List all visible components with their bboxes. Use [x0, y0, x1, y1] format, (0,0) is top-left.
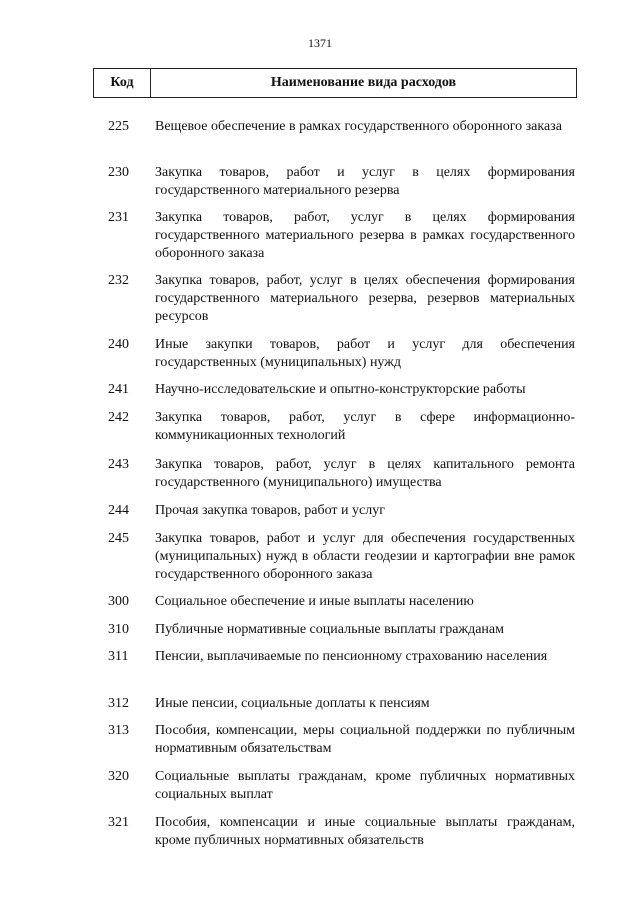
row-text: Иные закупки товаров, работ и услуг для обеспечения государственных (муниципальных) нужд	[155, 337, 575, 370]
row-text: Закупка товаров, работ, услуг в целях капитального ремонта государственного (муниципального) имущества	[155, 457, 575, 490]
row-code: 310	[108, 622, 129, 637]
row-text: Закупка товаров, работ и услуг в целях формирования государственного материального резерва	[155, 165, 575, 198]
row-code: 240	[108, 337, 129, 352]
row-code: 225	[108, 119, 129, 134]
row-code: 241	[108, 382, 129, 397]
row-code: 231	[108, 210, 129, 225]
row-text: Публичные нормативные социальные выплаты гражданам	[155, 622, 504, 637]
row-text: Научно-исследовательские и опытно-конструкторские работы	[155, 382, 526, 397]
row-code: 311	[108, 649, 129, 664]
row-text: Вещевое обеспечение в рамках государственного оборонного заказа	[155, 119, 562, 134]
row-code: 312	[108, 696, 129, 711]
row-text: Закупка товаров, работ, услуг в целях формирования государственного материального резерва в рамках государственного оборонного заказа	[155, 210, 575, 261]
row-code: 300	[108, 594, 129, 609]
row-code: 313	[108, 723, 129, 738]
row-code: 321	[108, 815, 129, 830]
page-number: 1371	[308, 36, 332, 50]
row-code: 242	[108, 410, 129, 425]
table-header	[93, 68, 577, 98]
row-text: Социальное обеспечение и иные выплаты населению	[155, 594, 474, 609]
row-text: Закупка товаров, работ и услуг для обеспечения государственных (муниципальных) нужд в области геодезии и картографии вне рамок государственного оборонного заказа	[155, 531, 575, 582]
header-name: Наименование вида расходов	[270, 75, 457, 90]
header-code: Код	[94, 69, 151, 97]
row-text: Социальные выплаты гражданам, кроме публичных нормативных социальных выплат	[155, 769, 575, 802]
row-code: 320	[108, 769, 129, 784]
row-code: 244	[108, 503, 129, 518]
row-code: 230	[108, 165, 129, 180]
row-code: 232	[108, 273, 129, 288]
row-text: Иные пенсии, социальные доплаты к пенсиям	[155, 696, 430, 711]
row-text: Прочая закупка товаров, работ и услуг	[155, 503, 385, 518]
row-text: Закупка товаров, работ, услуг в сфере информационно-коммуникационных технологий	[155, 410, 575, 443]
row-text: Закупка товаров, работ, услуг в целях обеспечения формирования государственного материального резерва, резервов материальных ресурсов	[155, 273, 575, 324]
row-text: Пособия, компенсации и иные социальные выплаты гражданам, кроме публичных нормативных обязательств	[155, 815, 575, 848]
row-text: Пенсии, выплачиваемые по пенсионному страхованию населения	[155, 649, 548, 664]
row-text: Пособия, компенсации, меры социальной поддержки по публичным нормативным обязательствам	[155, 723, 575, 756]
row-code: 245	[108, 531, 129, 546]
row-code: 243	[108, 457, 129, 472]
